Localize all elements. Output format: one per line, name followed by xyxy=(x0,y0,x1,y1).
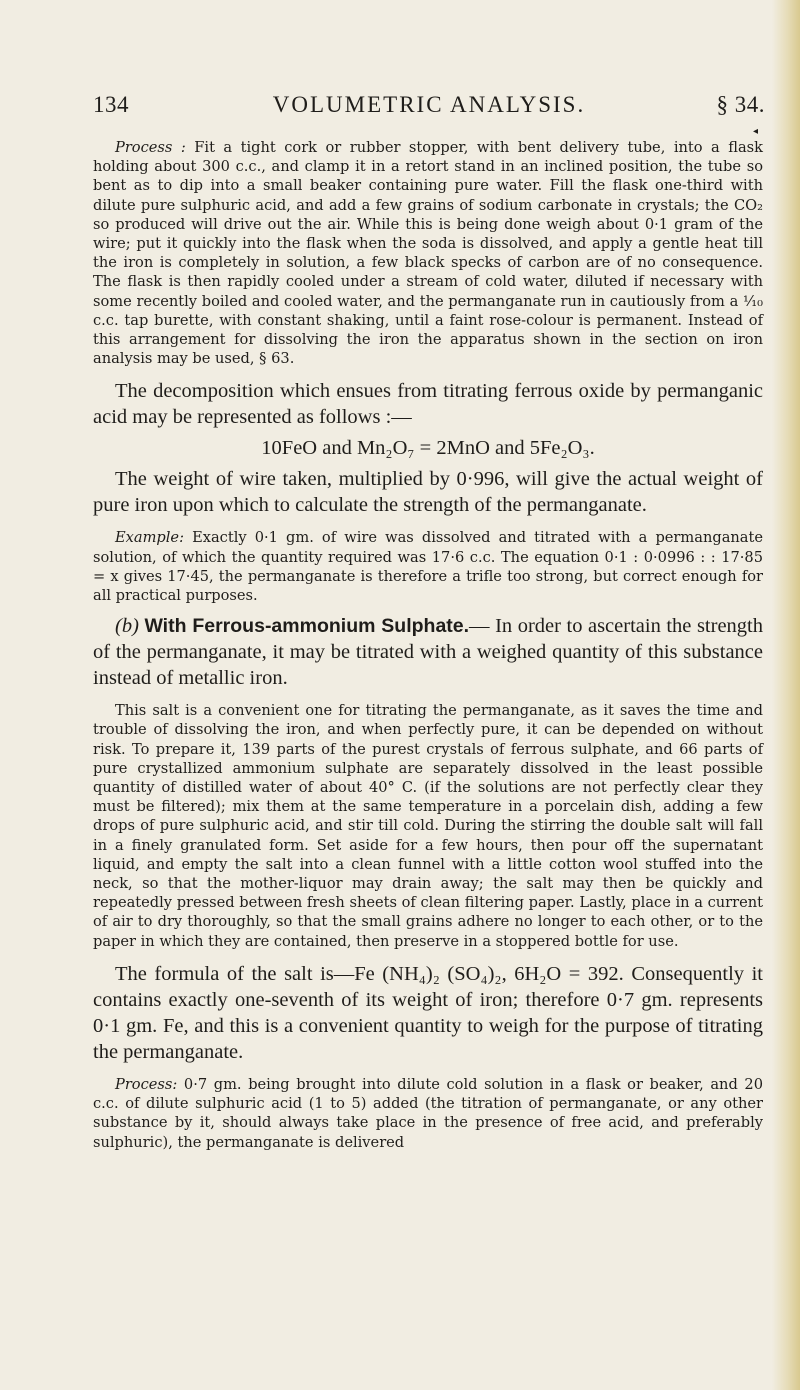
section-number: § 34. xyxy=(716,92,765,117)
paragraph-process-2 xyxy=(93,1075,763,1152)
paragraph-salt-preparation: This salt is a convenient one for titrating the permanganate, as it saves the time and trouble of dissolving the iron, and when perfectly pure, it can be depended on without risk. To prepare it, 139 parts of the purest crystals of ferrous sulphate, and 66 parts of pure crystallized ammonium sulphate are separately dissolved in the least possible quantity of distilled water of about 40° C. (if the solutions are not perfectly clear they must be filtered); mix them at the same temperature in a porcelain dish, adding a few drops of pure sulphuric acid, and stir till cold. During the stirring the double salt will fall in a finely granulated form. Set aside for a few hours, then pour off the supernatant liquid, and empty the salt into a clean funnel with a little cotton wool stuffed into the neck, so that the mother-liquor may drain away; the salt may then be quickly and repeatedly pressed between fresh sheets of clean filtering paper. Lastly, place in a current of air to dry thoroughly, so that the small grains adhere no longer to each other, or to the paper in which they are contained, then preserve in a stoppered bottle for use. xyxy=(93,702,763,950)
page-edge-shading xyxy=(772,0,800,1390)
page-body xyxy=(93,138,763,1152)
subsection-text: — In order to ascertain the strength of the permanganate, it may be titrated with a weighed quantity of this substance instead of metallic iron. xyxy=(93,615,763,690)
example-label: Example: xyxy=(115,529,184,547)
paragraph-ferrous-ammonium xyxy=(93,613,763,691)
process-2-label: Process: xyxy=(115,1075,178,1093)
subsection-letter: (b) xyxy=(115,615,139,638)
example-text: Exactly 0·1 gm. of wire was dissolved and titrated with a permanganate solution, of which the quantity required was 17·6 c.c. The equation 0·1 : 0·0996 : : 17·85 = x gives 17·45, the permanganate is therefore a trifle too strong, but correct enough for all practical purposes. xyxy=(93,529,763,605)
running-header xyxy=(93,92,765,124)
paragraph-wire-weight: The weight of wire taken, multiplied by 0·996, will give the actual weight of pure iron upon which to calculate the strength of the permanganate. xyxy=(93,468,763,517)
process-label: Process : xyxy=(115,139,186,156)
paragraph-salt-formula: The formula of the salt is—Fe (NH₄)₂ (SO₄)₂, 6H₂O = 392. Consequently it contains exactly one-seventh of its weight of iron; therefore 0·7 gm. represents 0·1 gm. Fe, and this is a convenient quantity to weigh for the purpose of titrating the permanganate. xyxy=(93,962,763,1063)
paragraph-example xyxy=(93,528,763,605)
process-2-text: 0·7 gm. being brought into dilute cold solution in a flask or beaker, and 20 c.c. of dilute sulphuric acid (1 to 5) added (the titration of permanganate, or any other substance by it, should always take place in the presence of free acid, and preferably sulphuric), the permanganate is delivered xyxy=(93,1075,763,1151)
paragraph-decomposition: The decomposition which ensues from titrating ferrous oxide by permanganic acid may be represented as follows :— xyxy=(93,380,763,429)
subsection-heading: With Ferrous-ammonium Sulphate. xyxy=(144,615,470,638)
running-title: VOLUMETRIC ANALYSIS. xyxy=(272,92,586,117)
paragraph-process xyxy=(93,138,763,368)
page-number: 134 xyxy=(93,92,129,117)
process-text: Fit a tight cork or rubber stopper, with bent delivery tube, into a flask holding about 300 c.c., and clamp it in a retort stand in an inclined position, the tube so bent as to dip into a small beaker containing pure water. Fill the flask one-third with dilute pure sulphuric acid, and add a few grains of sodium carbonate in crystals; the CO₂ so produced will drive out the air. While this is being done weigh about 0·1 gram of the wire; put it quickly into the flask when the soda is dissolved, and apply a gentle heat till the iron is completely in solution, a few black specks of carbon are of no consequence. The flask is then rapidly cooled under a stream of cold water, diluted if necessary with some recently boiled and cooled water, and the permanganate run in cautiously from a ¹⁄₁₀ c.c. tap burette, with constant shaking, until a faint rose-colour is permanent. Instead of this arrangement for dissolving the iron the apparatus shown in the section on iron analysis may be used, § 63. xyxy=(93,139,763,368)
printer-mark: ◂ xyxy=(753,126,759,137)
equation-decomposition: 10FeO and Mn₂O₇ = 2MnO and 5Fe₂O₃. xyxy=(261,437,595,460)
